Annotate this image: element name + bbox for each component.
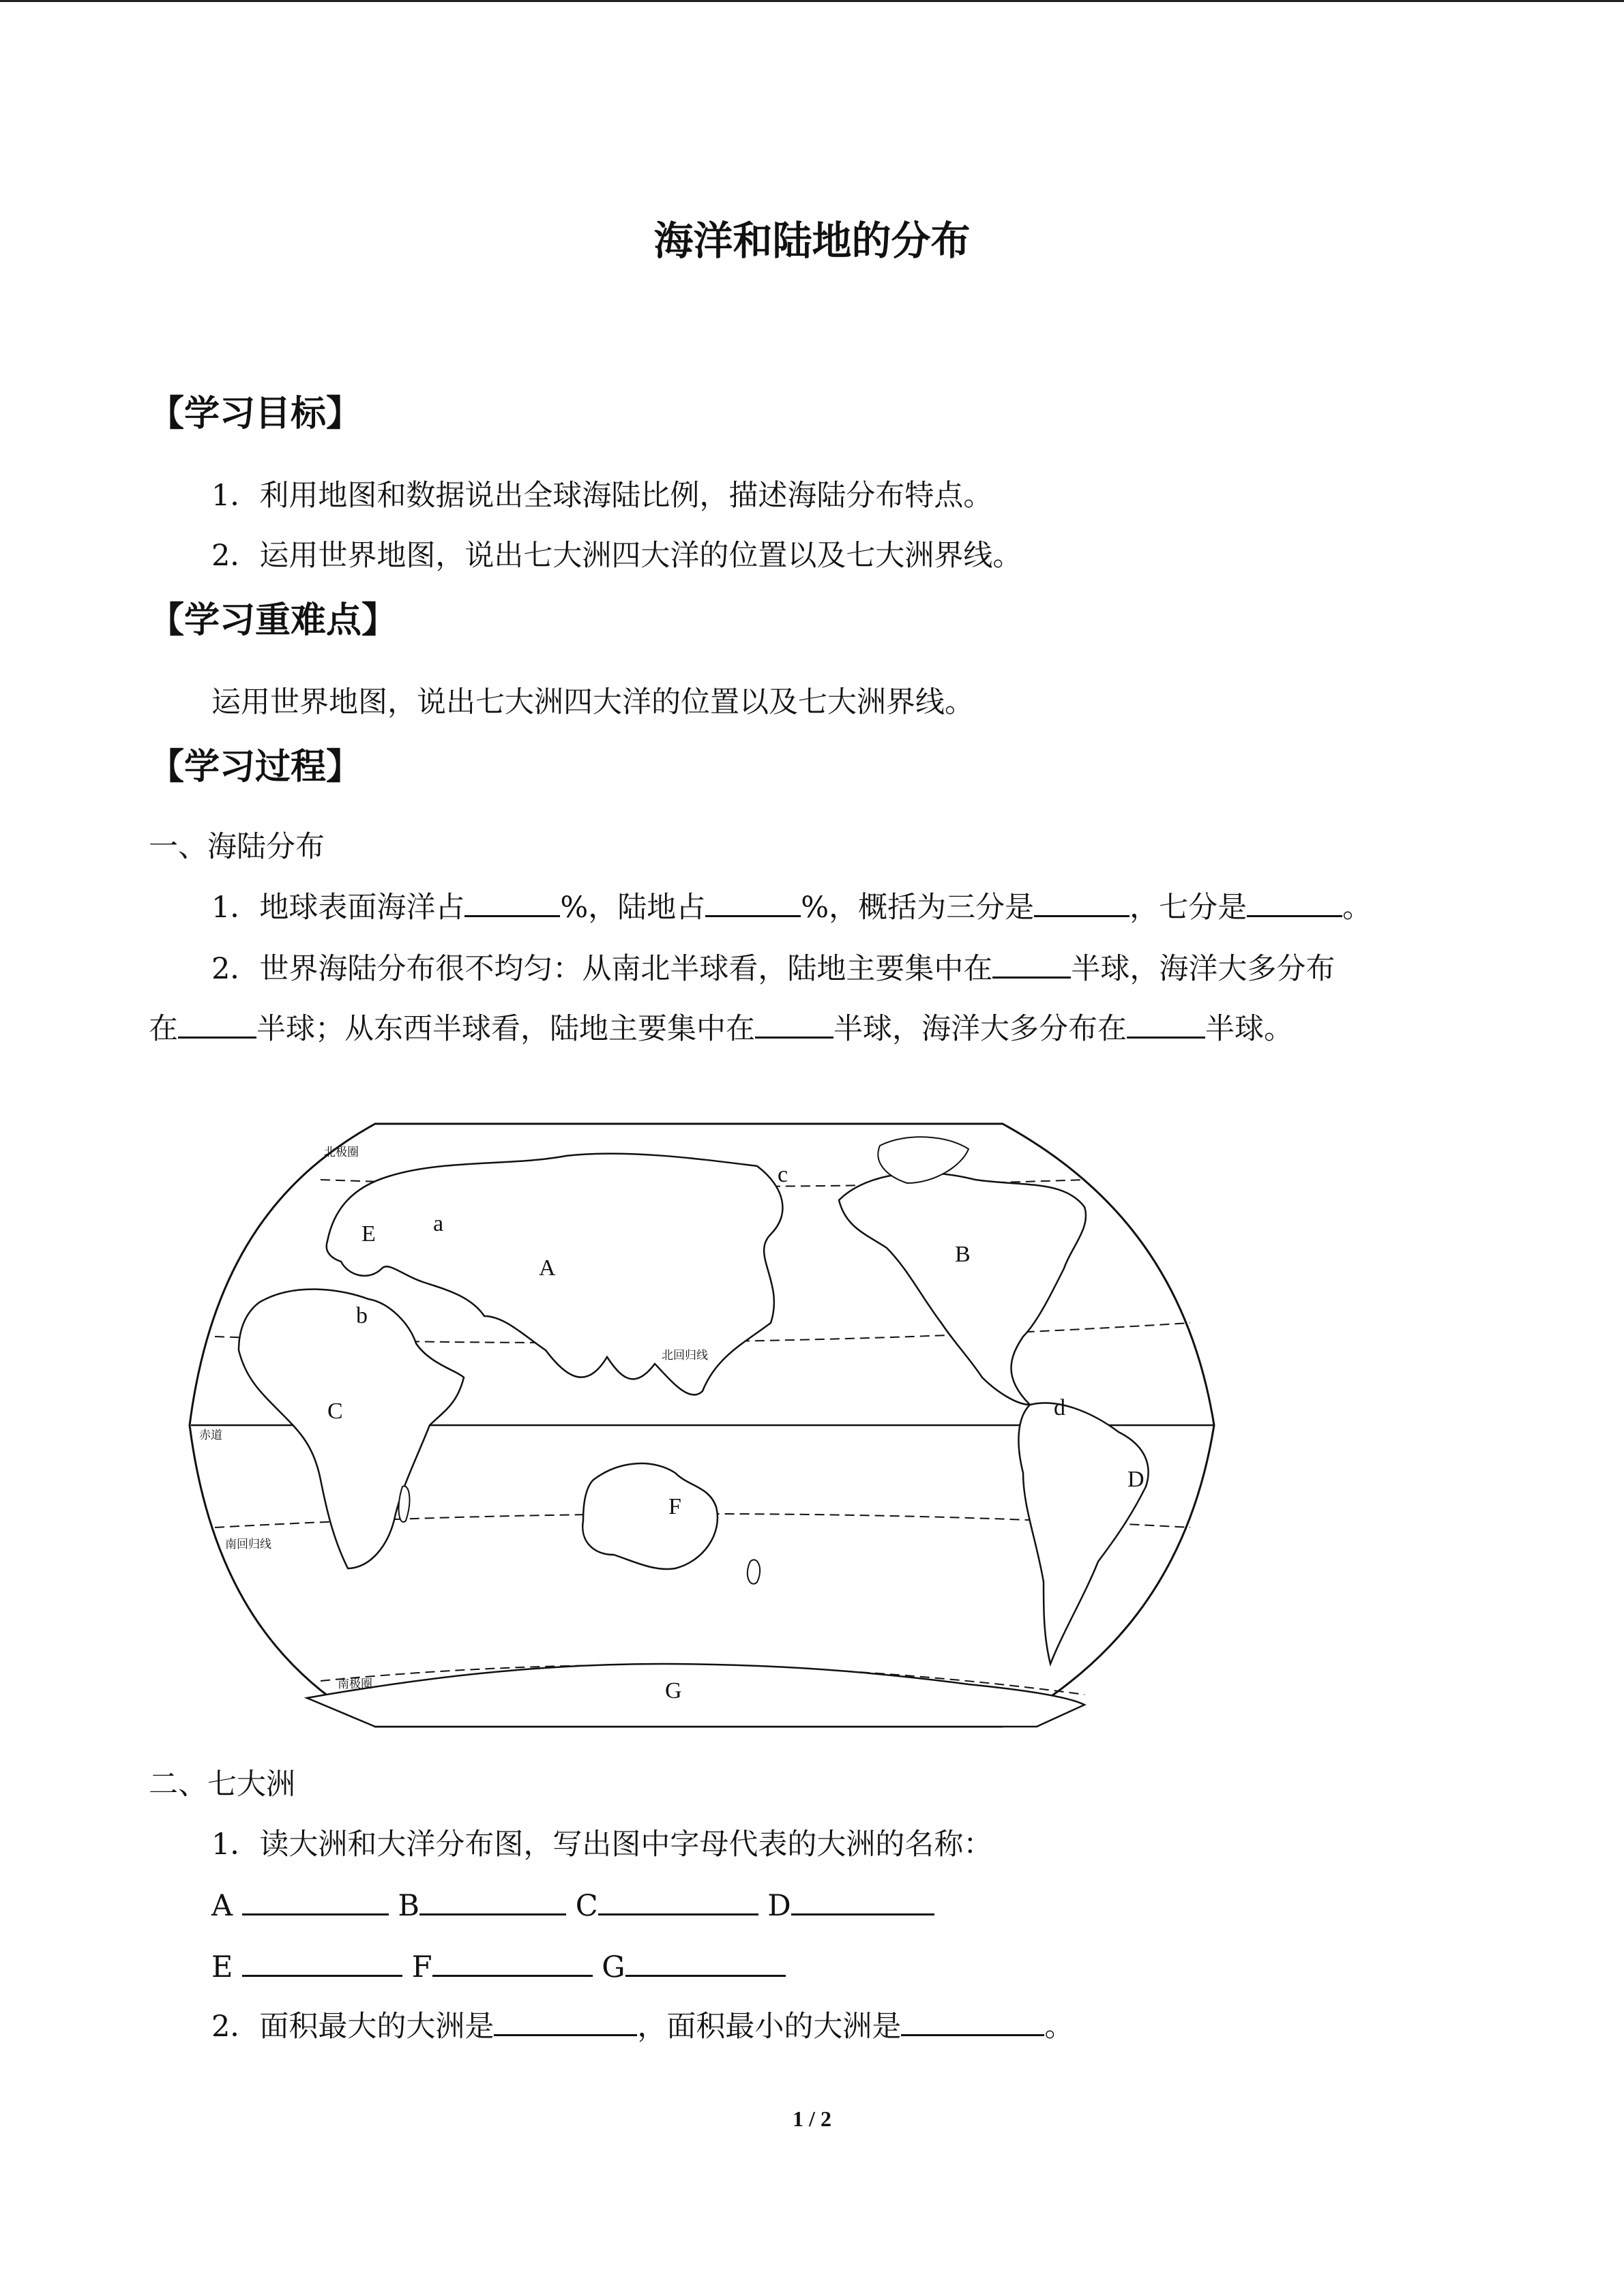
page-title: 海洋和陆地的分布 xyxy=(653,218,971,264)
process-heading: 【学习过程】 xyxy=(149,747,362,788)
label-antarctic-circle: 南极圈 xyxy=(338,1678,372,1691)
objectives-heading: 【学习目标】 xyxy=(149,393,362,434)
label-d-lower: d xyxy=(1054,1395,1065,1420)
label-d-upper: D xyxy=(1127,1467,1145,1492)
part1-question-2-line-2: 在 半球；从东西半球看，陆地主要集中在 半球，海洋大多分布在 半球。 xyxy=(149,1009,1293,1049)
blank-three-parts[interactable] xyxy=(1034,888,1130,917)
blank-seven-parts[interactable] xyxy=(1247,888,1342,917)
label-f-upper: F xyxy=(668,1494,681,1519)
part2-question-1: 1．读大洲和大洋分布图，写出图中字母代表的大洲的名称： xyxy=(211,1828,993,1862)
world-map xyxy=(184,1118,1221,1732)
blank-land-percent[interactable] xyxy=(705,888,801,917)
blank-ns-ocean[interactable] xyxy=(178,1009,256,1039)
blank-continent-g[interactable] xyxy=(625,1948,786,1977)
blank-ns-land[interactable] xyxy=(992,949,1071,979)
key-points-text: 运用世界地图，说出七大洲四大洋的位置以及七大洲界线。 xyxy=(211,685,974,719)
label-b-lower: b xyxy=(356,1303,368,1328)
blank-continent-c[interactable] xyxy=(598,1886,758,1915)
continent-row-2: E F G xyxy=(211,1947,786,1988)
continent-row-1: A B C D xyxy=(211,1885,934,1926)
key-points-heading: 【学习重难点】 xyxy=(149,600,398,641)
part2-title: 二、七大洲 xyxy=(149,1768,295,1802)
blank-smallest-continent[interactable] xyxy=(901,2007,1044,2036)
label-equator: 赤道 xyxy=(199,1429,222,1442)
label-e-upper: E xyxy=(361,1221,376,1247)
blank-ocean-percent[interactable] xyxy=(464,888,560,917)
part2-question-2: 2．面积最大的大洲是 ，面积最小的大洲是 。 xyxy=(211,2006,1074,2047)
objective-item-1: 1．利用地图和数据说出全球海陆比例，描述海陆分布特点。 xyxy=(211,479,993,513)
blank-continent-b[interactable] xyxy=(419,1886,566,1915)
label-arctic-circle: 北极圈 xyxy=(324,1146,359,1159)
blank-largest-continent[interactable] xyxy=(494,2007,637,2036)
label-tropic-capricorn: 南回归线 xyxy=(225,1538,271,1551)
blank-ew-ocean[interactable] xyxy=(1127,1009,1205,1039)
part1-title: 一、海陆分布 xyxy=(149,830,325,864)
part1-question-2-line-1: 2．世界海陆分布很不均匀：从南北半球看，陆地主要集中在 半球，海洋大多分布 xyxy=(211,949,1335,989)
label-a-upper: A xyxy=(539,1255,556,1281)
blank-continent-f[interactable] xyxy=(432,1948,593,1977)
blank-ew-land[interactable] xyxy=(755,1009,833,1039)
part1-question-1: 1．地球表面海洋占 %，陆地占 %，概括为三分是 ，七分是 。 xyxy=(211,887,1372,928)
page-number: 1 / 2 xyxy=(793,2106,831,2131)
page-top-border xyxy=(0,0,1624,2)
label-a-lower: a xyxy=(433,1211,444,1236)
label-c-lower: c xyxy=(778,1162,788,1187)
label-b-upper: B xyxy=(955,1242,971,1267)
blank-continent-a[interactable] xyxy=(242,1886,389,1915)
blank-continent-d[interactable] xyxy=(791,1886,934,1915)
objective-item-2: 2．运用世界地图，说出七大洲四大洋的位置以及七大洲界线。 xyxy=(211,539,1022,573)
label-tropic-cancer: 北回归线 xyxy=(662,1349,708,1362)
blank-continent-e[interactable] xyxy=(242,1948,402,1977)
label-g-upper: G xyxy=(665,1678,682,1703)
new-zealand-shape xyxy=(748,1560,760,1583)
label-c-upper: C xyxy=(327,1399,343,1424)
